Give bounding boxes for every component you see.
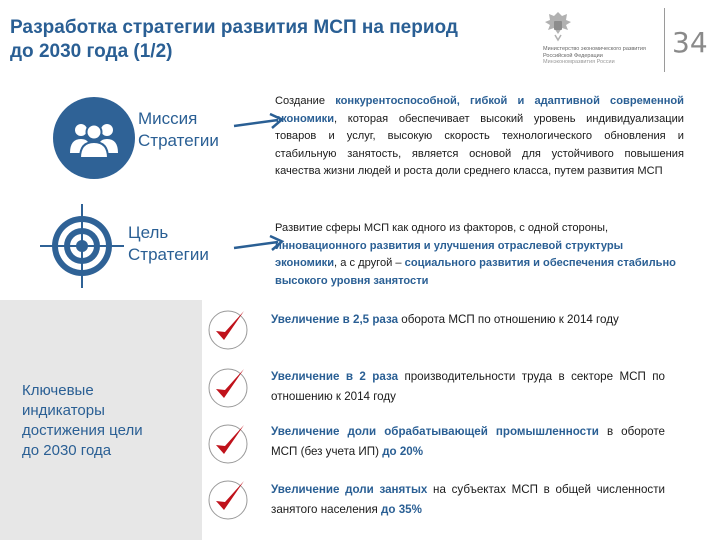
ministry-line-2: Российской Федерации	[543, 52, 603, 59]
goal-label	[128, 222, 209, 266]
page-number: 34	[672, 26, 708, 59]
mission-text-bold: конкурентоспособной, гибкой и адаптивной современной экономики	[275, 95, 684, 125]
indicator-item	[271, 310, 665, 330]
indicator-bold: Увеличение в 2,5 раза	[271, 313, 399, 326]
page-title	[10, 16, 530, 64]
mission-text	[275, 93, 684, 181]
ministry-line-3: Минэкономразвития России	[543, 59, 615, 65]
goal-text-mid: , а с другой –	[334, 257, 405, 270]
indicator-item	[271, 480, 665, 520]
indicators-label	[22, 381, 200, 461]
ministry-line-1: Министерство экономического развития	[543, 46, 646, 52]
indicator-item	[271, 422, 665, 462]
mission-label	[138, 108, 219, 152]
indicators-label-line-3: достижения цели	[22, 422, 143, 439]
mission-text-pre: Создание	[275, 95, 336, 107]
indicator-bold: Увеличение доли занятых	[271, 483, 428, 496]
goal-text	[275, 220, 687, 290]
checkmark-icon	[206, 364, 250, 410]
mission-text-post: , которая обеспечивает высокий уровень индивидуализации товаров и услуг, высокую скорость технологического обновления и стабильную занятость, является основой для устойчивого повышения качества жизни людей и роста доли среднего класса, путем развития МСП	[275, 112, 684, 178]
indicator-bold: Увеличение в 2 раза	[271, 370, 399, 383]
indicator-text: в обороте МСП (без учета ИП)	[271, 425, 665, 458]
goal-label-line-1: Цель	[128, 223, 169, 242]
title-line-2: до 2030 года (1/2)	[10, 41, 173, 62]
checkmark-icon	[206, 420, 250, 466]
header-divider	[664, 8, 665, 72]
indicator-bold-2: до 20%	[382, 445, 424, 458]
mission-label-line-2: Стратегии	[138, 131, 219, 150]
checkmark-icon	[206, 476, 250, 522]
coat-of-arms-emblem	[543, 10, 573, 42]
checkmark-icon	[206, 306, 250, 352]
indicator-text: оборота МСП по отношению к 2014 году	[398, 313, 619, 326]
indicators-label-line-4: до 2030 года	[22, 442, 112, 459]
indicator-item	[271, 367, 665, 407]
title-line-1: Разработка стратегии развития МСП на период	[10, 17, 458, 38]
goal-text-pre: Развитие сферы МСП как одного из факторов, с одной стороны,	[275, 222, 609, 234]
goal-text-bold-2: социального развития и обеспечения стабильно высокого уровня занятости	[275, 257, 676, 287]
people-group-icon	[52, 96, 136, 180]
goal-label-line-2: Стратегии	[128, 245, 209, 264]
goal-text-bold-1: инновационного развития и улучшения отраслевой структуры экономики	[275, 239, 624, 270]
ministry-caption	[543, 46, 661, 66]
mission-label-line-1: Миссия	[138, 109, 198, 128]
indicators-label-line-1: Ключевые	[22, 382, 94, 399]
target-icon	[36, 200, 128, 292]
indicator-text: на субъектах МСП в общей численности занятого населения	[271, 483, 665, 516]
indicator-bold-2: до 35%	[381, 503, 422, 516]
indicator-bold: Увеличение доли обрабатывающей промышленности	[271, 425, 599, 438]
indicator-text: производительности труда в секторе МСП по отношению к 2014 году	[271, 370, 665, 403]
indicators-label-line-2: индикаторы	[22, 402, 105, 419]
